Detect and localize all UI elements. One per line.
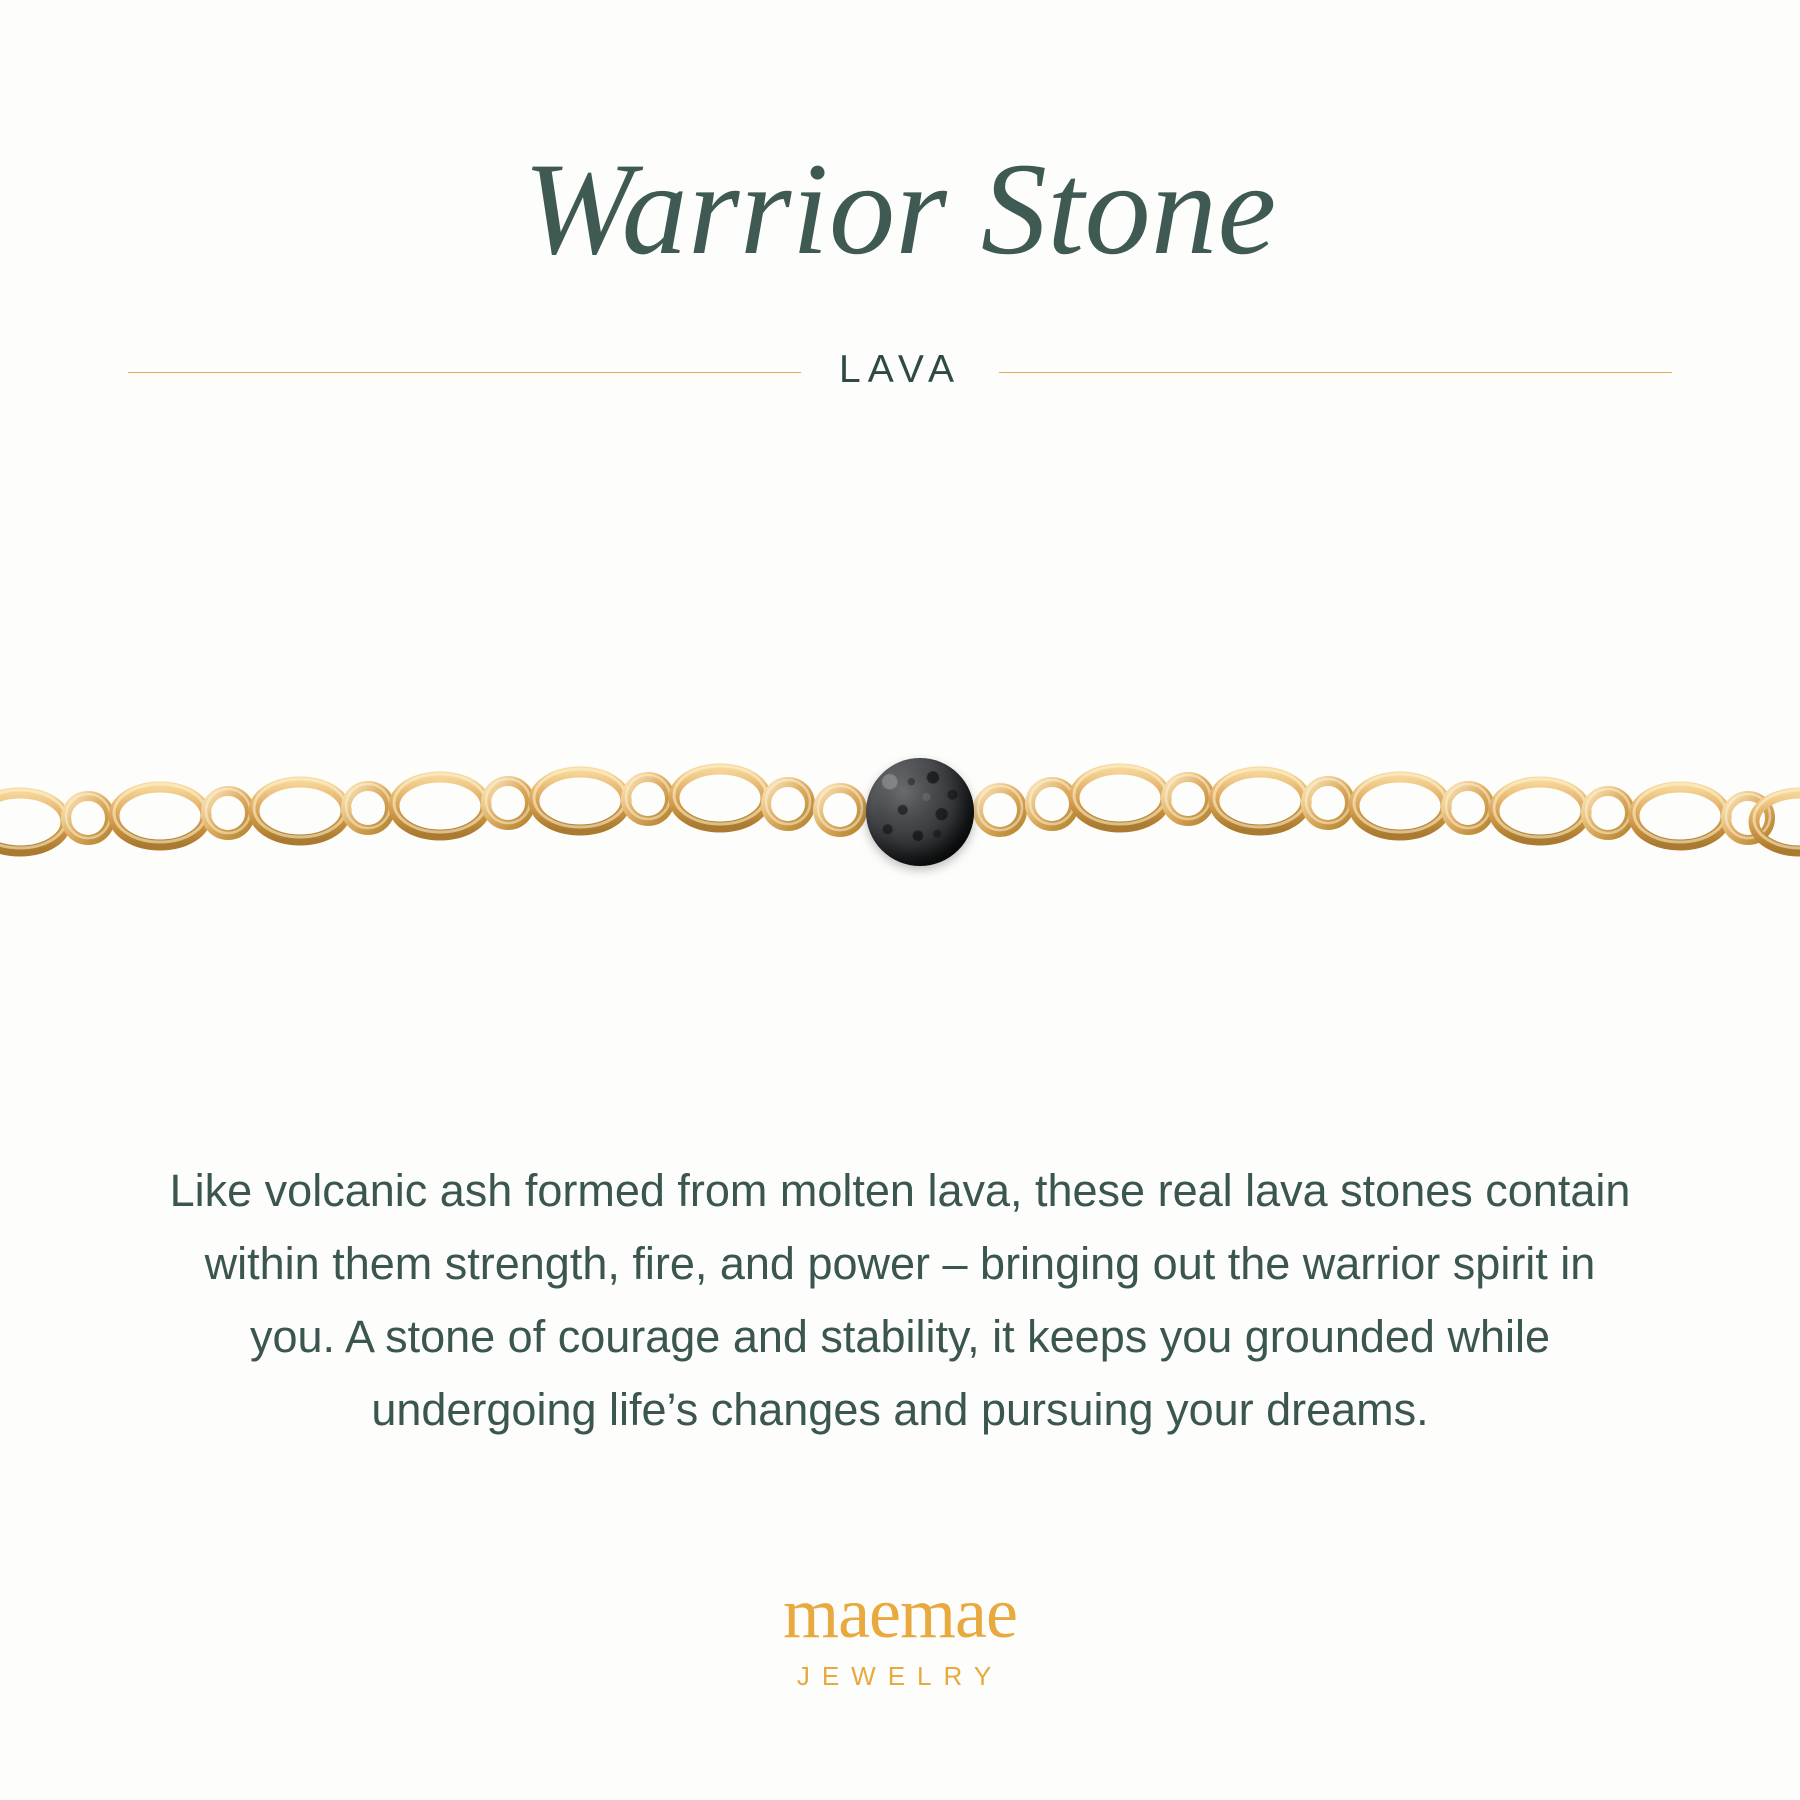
stone-name-label: LAVA — [839, 348, 961, 391]
divider-line-left — [128, 372, 801, 373]
brand-logo — [0, 1573, 1800, 1692]
divider-line-right — [999, 372, 1672, 373]
product-photo — [0, 560, 1800, 1040]
lava-bead — [866, 758, 974, 866]
brand-name: maemae — [783, 1573, 1017, 1653]
product-description: Like volcanic ash formed from molten lava, these real lava stones contain within them strength, fire, and power – bringing out the warrior spirit in you. A stone of courage and stability, it keeps you grounded while undergoing life’s changes and pursuing your dreams. — [169, 1165, 1631, 1435]
brand-tagline: JEWELRY — [796, 1661, 1004, 1691]
page-title: Warrior Stone — [523, 135, 1277, 282]
subtitle-divider — [128, 350, 1672, 394]
